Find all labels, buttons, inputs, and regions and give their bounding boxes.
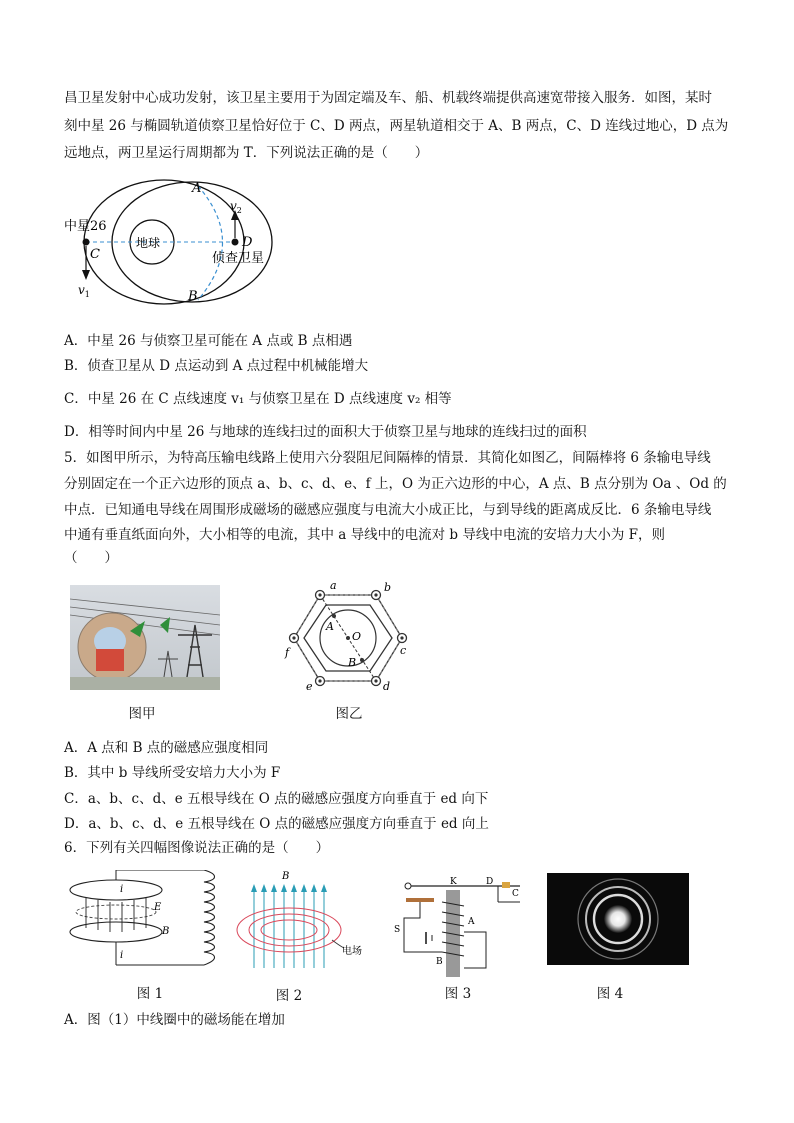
q5-option-d: D．a、b、c、d、e 五根导线在 O 点的磁感应强度方向垂直于 ed 向上	[64, 816, 489, 832]
q5-stem-line-4: 中通有垂直纸面向外，大小相等的电流，其中 a 导线中的电流对 b 导线中电流的安培力大小为 F，则	[64, 527, 666, 543]
caption-fig-jia: 图甲	[128, 706, 156, 722]
f3-label-a: A	[468, 917, 475, 927]
q5-stem-line-3: 中点．已知通电导线在周围形成磁场的磁感应强度与电流大小成正比，与到导线的距离成反比．6 条输电导线	[64, 502, 712, 518]
v1-arrowhead-icon	[82, 270, 90, 280]
hex-label-f: f	[285, 646, 290, 659]
label-d: D	[242, 235, 253, 250]
caption-fig-3: 图 3	[444, 986, 472, 1002]
f3-label-d: D	[486, 877, 494, 887]
f3-label-k: K	[450, 877, 457, 887]
q4-option-d: D．相等时间内中星 26 与地球的连线扫过的面积大于侦察卫星与地球的连线扫过的面积	[64, 424, 587, 440]
hex-label-c: c	[400, 644, 407, 657]
f1-label-b: B	[162, 926, 170, 937]
label-sat26: 中星26	[64, 219, 107, 234]
f1-label-i-top: i	[120, 884, 124, 895]
q4-option-b: B．侦查卫星从 D 点运动到 A 点过程中机械能增大	[64, 358, 369, 374]
label-b: B	[188, 289, 198, 304]
q5-option-c: C．a、b、c、d、e 五根导线在 O 点的磁感应强度方向垂直于 ed 向下	[64, 791, 489, 807]
label-v1: $v_1$	[78, 283, 90, 299]
q5-stem-line-1: 5．如图甲所示，为特高压输电线路上使用六分裂阻尼间隔棒的情景．其简化如图乙，间隔棒将 6 条输电导线	[64, 450, 711, 466]
ab-dashed-arc	[198, 186, 223, 300]
label-a: A	[192, 181, 202, 196]
hex-label-b: b	[384, 581, 392, 594]
q4-option-a: A．中星 26 与侦察卫星可能在 A 点或 B 点相遇	[64, 333, 353, 349]
figure-1-lc-circuit	[66, 870, 226, 970]
figure-4-diffraction-rings	[547, 873, 689, 965]
hex-label-o: O	[352, 630, 362, 643]
label-spy: 侦查卫星	[212, 251, 265, 266]
figure-2-induced-field	[232, 868, 372, 973]
q4-option-c: C．中星 26 在 C 点线速度 v₁ 与侦察卫星在 D 点线速度 v₂ 相等	[64, 391, 452, 407]
f3-label-c: C	[512, 889, 519, 899]
f2-label-b: B	[282, 871, 290, 882]
q5-option-a: A．A 点和 B 点的磁感应强度相同	[64, 740, 269, 756]
f3-label-b: B	[436, 957, 443, 967]
f3-label-s: S	[394, 925, 401, 935]
q5-stem-line-5: （ ）	[64, 550, 118, 566]
q5-option-b: B．其中 b 导线所受安培力大小为 F	[64, 765, 281, 781]
orbit-figure	[62, 170, 292, 310]
f1-label-e: E	[154, 902, 162, 913]
hex-label-b-point: B	[348, 656, 357, 669]
label-c: C	[90, 247, 100, 262]
q4-stem-line-1: 昌卫星发射中心成功发射，该卫星主要用于为固定端及车、船、机载终端提供高速宽带接入服务．如图，某时	[64, 90, 712, 106]
q6-option-a: A．图（1）中线圈中的磁场能在增加	[64, 1012, 285, 1028]
label-earth: 地球	[136, 236, 161, 250]
caption-fig-2: 图 2	[275, 988, 303, 1004]
caption-fig-1: 图 1	[136, 986, 164, 1002]
point-d-dot	[232, 239, 239, 246]
point-c-dot	[83, 239, 90, 246]
hex-label-a-point: A	[326, 620, 334, 633]
caption-fig-4: 图 4	[596, 986, 624, 1002]
q6-stem: 6．下列有关四幅图像说法正确的是（ ）	[64, 840, 330, 856]
f2-label-field: 电场	[342, 946, 362, 957]
q5-stem-line-2: 分别固定在一个正六边形的顶点 a、b、c、d、e、f 上，O 为正六边形的中心，A 点、B 点分别为 Oa 、Od 的	[64, 476, 727, 492]
q4-stem-line-2: 刻中星 26 与椭圆轨道侦察卫星恰好位于 C、D 两点，两星轨道相交于 A、B 两点，C、D 连线过地心，D 点为	[64, 118, 729, 134]
hex-label-e: e	[306, 680, 313, 693]
hexagon-figure	[282, 578, 412, 693]
label-v2: $v_2$	[230, 199, 242, 215]
f1-label-i-bot: i	[120, 950, 124, 961]
hex-label-a: a	[330, 579, 337, 592]
hex-label-d: d	[383, 680, 391, 693]
power-line-photo	[70, 585, 220, 690]
caption-fig-yi: 图乙	[335, 706, 363, 722]
figure-3-relay	[390, 872, 530, 977]
q4-stem-line-3: 远地点，两卫星运行周期都为 T．下列说法正确的是（ ）	[64, 145, 429, 161]
